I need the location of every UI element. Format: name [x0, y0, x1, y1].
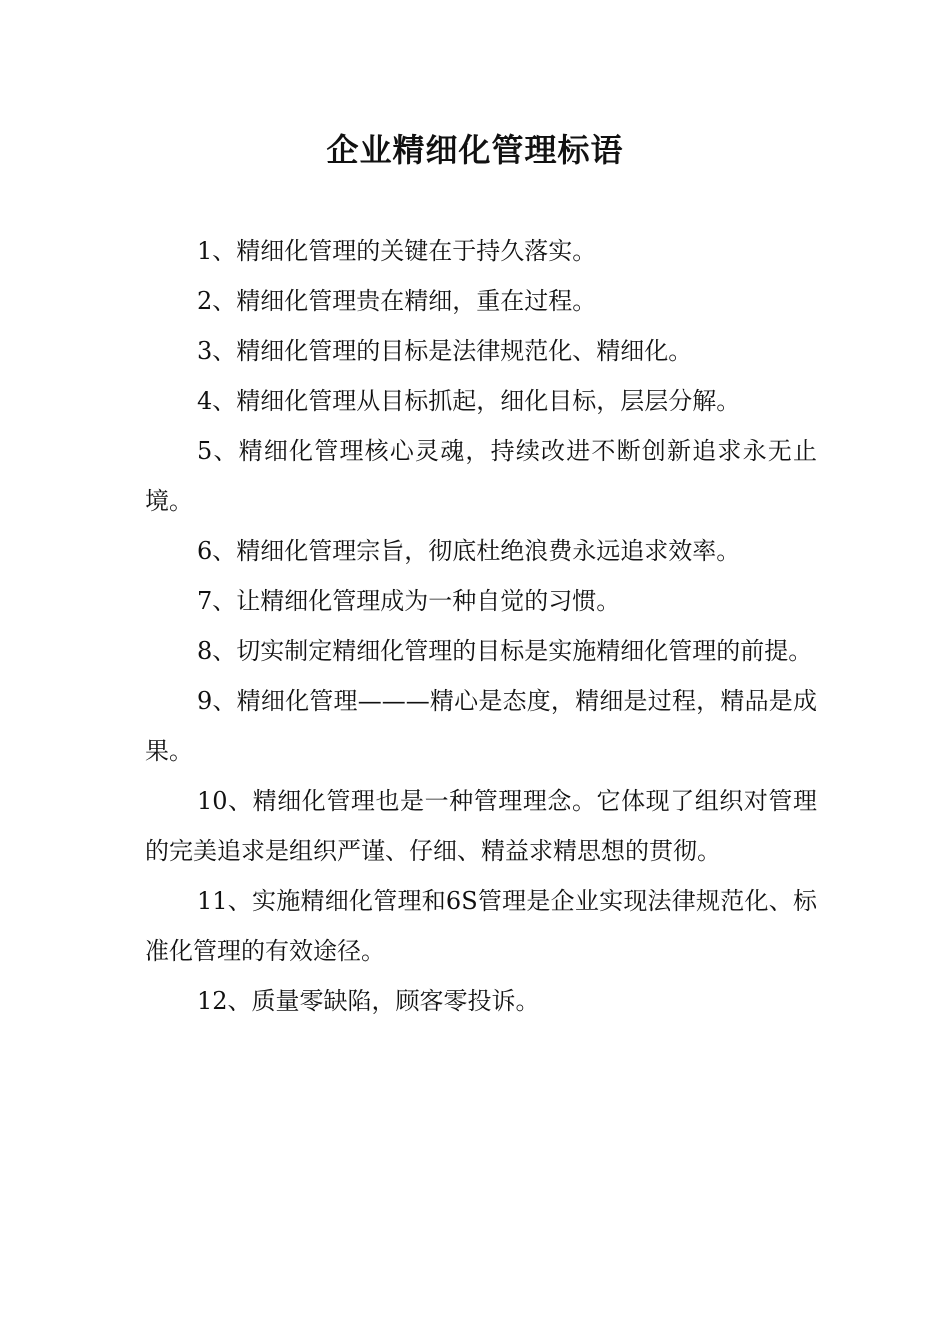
document-title: 企业精细化管理标语	[326, 131, 624, 169]
slogan-list	[145, 226, 817, 1026]
slogan-item-12: 12、质量零缺陷，顾客零投诉。	[197, 987, 540, 1015]
slogan-item-9: 9、精细化管理———精心是态度，精细是过程，精品是成果。	[145, 687, 817, 765]
slogan-item-7: 7、让精细化管理成为一种自觉的习惯。	[197, 587, 621, 615]
slogan-item-2: 2、精细化管理贵在精细，重在过程。	[197, 287, 597, 315]
slogan-item-5: 5、精细化管理核心灵魂，持续改进不断创新追求永无止境。	[145, 437, 817, 515]
slogan-item-6: 6、精细化管理宗旨，彻底杜绝浪费永远追求效率。	[197, 537, 741, 565]
slogan-item-10: 10、精细化管理也是一种管理理念。它体现了组织对管理的完美追求是组织严谨、仔细、精益求精思想的贯彻。	[145, 787, 817, 865]
slogan-item-11: 11、实施精细化管理和6S管理是企业实现法律规范化、标准化管理的有效途径。	[145, 887, 817, 965]
slogan-item-8: 8、切实制定精细化管理的目标是实施精细化管理的前提。	[197, 637, 813, 665]
slogan-item-3: 3、精细化管理的目标是法律规范化、精细化。	[197, 337, 693, 365]
slogan-item-4: 4、精细化管理从目标抓起，细化目标，层层分解。	[197, 387, 741, 415]
slogan-item-1: 1、精细化管理的关键在于持久落实。	[197, 237, 597, 265]
